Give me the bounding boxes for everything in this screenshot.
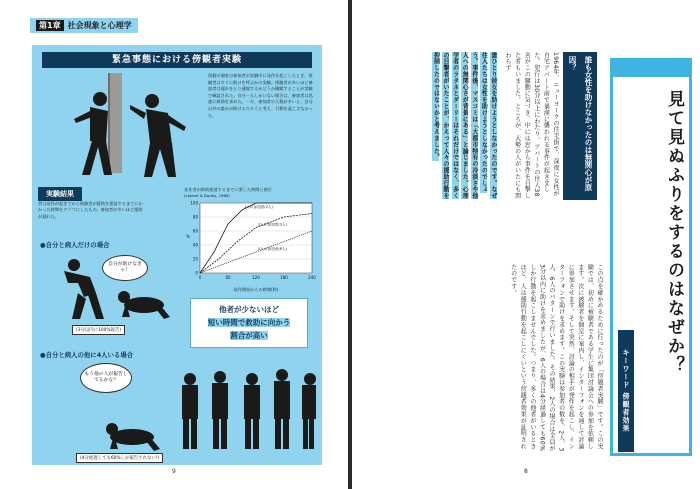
scenario1-heading: ●自分と病人だけの場合 (40, 241, 110, 249)
experiment-description: 別個の個室の参加者が実験中に発作を起こしたとき、傍観者はすぐに助けを呼ぶかの実験。傍観者が多いほど参加者は遅れをとり通報するかどうか躊躇することが実験で確認された。自分一人しかいない場合は、参加者は迅速に救助を求めた。一方、参加者の人数が多いと、自分以外の誰かが助けるだろうと考え、行動を起こさなかった。 (208, 73, 313, 118)
title-cap (610, 58, 692, 74)
chart-x-tick-2: 120 (252, 275, 260, 280)
scenario1-caption: (3分以内に100%報告) (72, 325, 125, 335)
key-finding-callout (190, 298, 308, 348)
experiment-title: 緊急事態における傍観者実験 (42, 52, 312, 68)
chart-x-tick-1: 60 (225, 275, 231, 280)
body-column-1: 1964年、ニューヨークの住宅街で、深夜に女性が自宅アパート前で暴漢に襲われる事件が起きました。犯行は30分以上にわたり、アパートの住人38名がこの騒動に気づき、中には窓から事件を目撃した者もいました。ところが、大勢の人がいたにも関わらず (504, 52, 559, 200)
left-page-number: 9 (172, 468, 176, 475)
chart-series-label-2: 5人の参加者(6人) (258, 247, 287, 251)
chart-y-tick-0: 0 (195, 270, 198, 276)
chart-y-tick-5: 100 (190, 200, 198, 206)
chart-y-tick-4: 80 (192, 214, 198, 220)
chart-x-tick-4: 240 (308, 275, 316, 280)
chart-subtitle: (Latané & Darley, 1968) (184, 193, 230, 198)
chart-plot-area (200, 203, 312, 273)
chart-y-tick-2: 40 (192, 242, 198, 248)
response-time-chart (182, 185, 318, 295)
keyword-tag: キーワード 傍観者効果 (618, 330, 634, 452)
experiment-panel (32, 45, 322, 465)
chapter-tab (30, 18, 138, 33)
chart-y-tick-3: 60 (192, 228, 198, 234)
right-page (352, 0, 700, 489)
page-title: 見て見ぬふりをするのはなぜか？ (664, 90, 684, 375)
chapter-title: 社会現象と心理学 (67, 21, 132, 30)
right-page-number: 8 (524, 468, 528, 475)
scenario2-caption: (4分経過しても60%しか報告されない!) (76, 453, 163, 463)
left-page (0, 0, 348, 489)
chart-title: 発作者が救助要請するまでに要した時間と割合 (184, 187, 272, 192)
chart-series-label-0: 1人の参加者(2人) (244, 205, 273, 209)
chart-y-label: % (186, 234, 190, 239)
body-column-2: 誰ひとり彼女を助けようとしなかったのです。なぜ住人たちは女性を助けようとしなかったのでしょう。事件後、マスコミは「大都市特有の冷淡さや他人への無関心さが背景にある」と論じました。心理学者のラタネとダーリーはそれだけではなく、多くの目撃者がいたことが、かえって人々の援助行動を抑制したのではないかと考えました。 (432, 52, 497, 200)
chapter-number: 第1章 (36, 20, 64, 31)
callout-line2: 短い時間で救助に向かう (207, 318, 291, 327)
scenario1-thought-bubble: 自分が助けなきゃ！ (102, 255, 148, 281)
scenario2-thought-bubble: もう他の人が報告してるかな？ (80, 363, 132, 393)
callout-line3: 割合が高い (230, 331, 268, 340)
chart-y-tick-1: 20 (192, 256, 198, 262)
body-column-3: この点を確かめるために行ったのが「傍観者実験」です。この実験では、初めに被験者である学生に集団討論会への参加を依頼します。次に被験者を個室に案内し、インターフォンを通して討論に参加させます。そして突然、討論の相手が発作を起こし、インターフォンで助けを求めます。この実験は参加者の数を、2人、3人、6人のパターンで行いました。その結果、2人の場合は全員が3分以内に助けを求めましたが、6人の場合は4分経過しても60%しか行動を起こしませんでした。つまり、多くの他者がいるときほど、人は援助行動を起こしにくいという傍観者効果が証明されたのです。 (509, 264, 603, 452)
chart-x-tick-0: 0 (198, 275, 202, 280)
chart-x-tick-3: 180 (280, 275, 288, 280)
victim-silhouette (60, 89, 120, 179)
callout-line1: 他者が少ないほど (219, 305, 279, 314)
results-tag: 実験結果 (38, 187, 82, 201)
question-heading: 誰も女性を助けなかったのは無関心が原因？ (563, 52, 597, 200)
results-text: 者は発作が起きてから被験者が援助を要請するまでにかかった時間をグラフにしたもの。参加者が多いほど援助が遅れた。 (38, 201, 143, 219)
scenario2-heading: ●自分と病人の他に4人いる場合 (40, 351, 134, 359)
chart-x-label: 発作開始からの時間(秒) (233, 287, 279, 292)
chart-series-label-1: 2人の参加者(3人) (258, 222, 287, 227)
attacker-silhouette (130, 91, 200, 181)
